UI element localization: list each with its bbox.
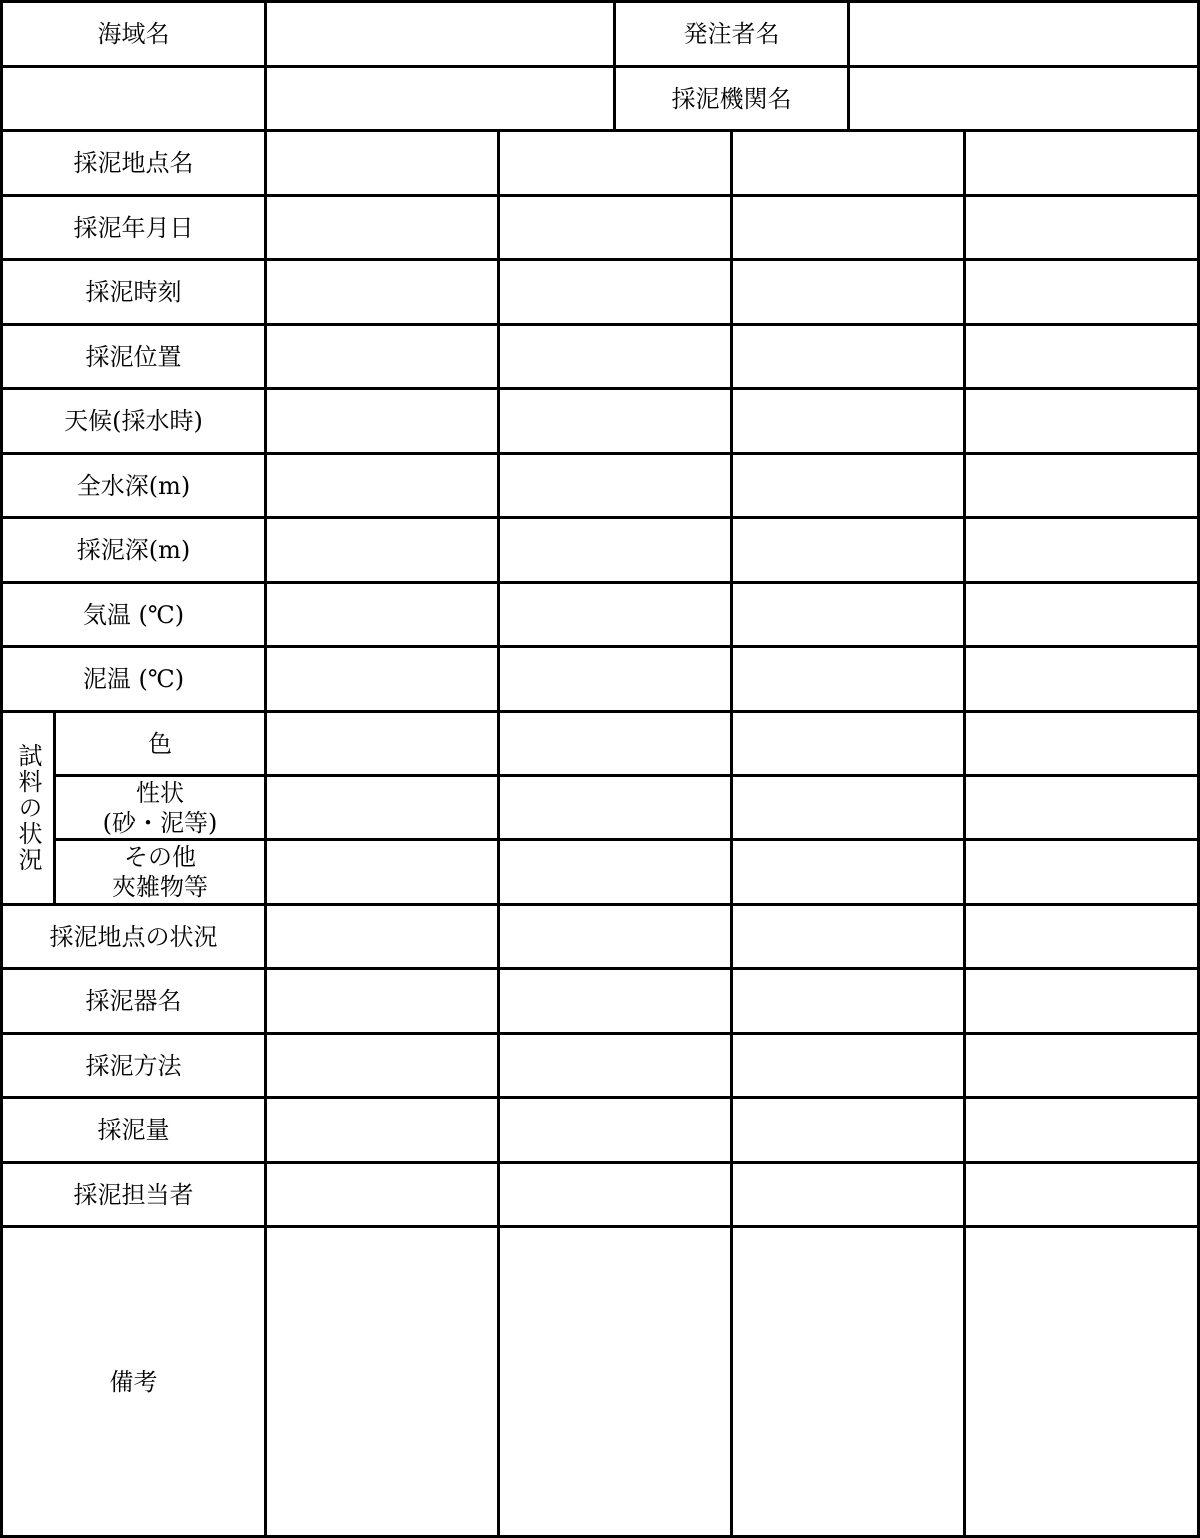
cell-sampler-station-3[interactable] [733, 970, 963, 1032]
row-label-station: 採泥地点名 [73, 149, 194, 177]
cell-color-station-2[interactable] [500, 713, 730, 774]
cell-time-station-1[interactable] [267, 261, 497, 323]
cell-amount-station-1[interactable] [267, 1099, 497, 1161]
cell-sampler-station-1[interactable] [267, 970, 497, 1032]
cell-remarks-station-4[interactable] [966, 1228, 1197, 1535]
cell-amount-station-4[interactable] [966, 1099, 1197, 1161]
row-label-date: 採泥年月日 [73, 213, 194, 242]
cell-method-station-1[interactable] [267, 1035, 497, 1096]
header-blank-label [3, 68, 264, 129]
cell-sampling_depth-station-3[interactable] [733, 519, 963, 581]
row-label-color: 色 [148, 729, 172, 758]
cell-air_temp-station-1[interactable] [267, 584, 497, 645]
cell-weather-station-2[interactable] [500, 390, 730, 452]
row-label-time: 採泥時刻 [85, 278, 182, 306]
cell-sampler-station-4[interactable] [966, 970, 1197, 1032]
cell-remarks-station-2[interactable] [500, 1228, 730, 1535]
row-label-other: その他 夾雑物等 [112, 843, 208, 901]
cell-mud_temp-station-3[interactable] [733, 648, 963, 710]
row-label-site-condition: 採泥地点の状況 [49, 922, 218, 951]
cell-time-station-3[interactable] [733, 261, 963, 323]
cell-air_temp-station-3[interactable] [733, 584, 963, 645]
cell-properties-station-1[interactable] [267, 777, 497, 838]
cell-other-station-1[interactable] [267, 841, 497, 903]
cell-date-station-3[interactable] [733, 197, 963, 258]
cell-total_depth-station-4[interactable] [966, 455, 1197, 516]
cell-sampling_depth-station-1[interactable] [267, 519, 497, 581]
cell-sampler-station-2[interactable] [500, 970, 730, 1032]
cell-station-station-2[interactable] [500, 132, 730, 194]
cell-properties-station-2[interactable] [500, 777, 730, 838]
header-blank-value[interactable] [267, 68, 613, 129]
cell-air_temp-station-4[interactable] [966, 584, 1197, 645]
cell-staff-station-1[interactable] [267, 1164, 497, 1225]
row-label-amount: 採泥量 [97, 1116, 170, 1144]
cell-method-station-3[interactable] [733, 1035, 963, 1096]
cell-mud_temp-station-4[interactable] [966, 648, 1197, 710]
cell-station-station-1[interactable] [267, 132, 497, 194]
row-label-method: 採泥方法 [85, 1051, 182, 1080]
cell-site_condition-station-1[interactable] [267, 906, 497, 967]
sea-area-label: 海域名 [97, 20, 170, 48]
row-label-mud-temp: 泥温 (℃) [82, 665, 185, 693]
cell-staff-station-2[interactable] [500, 1164, 730, 1225]
cell-position-station-2[interactable] [500, 326, 730, 387]
row-label-properties: 性状 (砂・泥等) [102, 778, 218, 837]
cell-remarks-station-1[interactable] [267, 1228, 497, 1535]
sampling-org-label: 採泥機関名 [671, 84, 792, 113]
cell-staff-station-4[interactable] [966, 1164, 1197, 1225]
cell-station-station-3[interactable] [733, 132, 963, 194]
cell-site_condition-station-2[interactable] [500, 906, 730, 967]
cell-position-station-1[interactable] [267, 326, 497, 387]
row-label-total-depth: 全水深(m) [76, 471, 191, 500]
cell-sampling_depth-station-2[interactable] [500, 519, 730, 581]
cell-weather-station-1[interactable] [267, 390, 497, 452]
cell-date-station-2[interactable] [500, 197, 730, 258]
orderer-value[interactable] [850, 3, 1197, 65]
cell-properties-station-4[interactable] [966, 777, 1197, 838]
row-label-sampler: 採泥器名 [85, 987, 182, 1015]
cell-other-station-3[interactable] [733, 841, 963, 903]
cell-amount-station-2[interactable] [500, 1099, 730, 1161]
cell-properties-station-3[interactable] [733, 777, 963, 838]
cell-staff-station-3[interactable] [733, 1164, 963, 1225]
row-label-staff: 採泥担当者 [73, 1180, 194, 1209]
cell-other-station-4[interactable] [966, 841, 1197, 903]
cell-air_temp-station-2[interactable] [500, 584, 730, 645]
cell-other-station-2[interactable] [500, 841, 730, 903]
cell-date-station-4[interactable] [966, 197, 1197, 258]
cell-position-station-3[interactable] [733, 326, 963, 387]
row-label-remarks: 備考 [109, 1367, 158, 1396]
row-label-air-temp: 気温 (℃) [82, 600, 185, 629]
sample-group-label: 試料の状況 [14, 743, 42, 873]
cell-position-station-4[interactable] [966, 326, 1197, 387]
sea-area-value[interactable] [267, 3, 613, 65]
row-label-position: 採泥位置 [85, 342, 182, 371]
cell-amount-station-3[interactable] [733, 1099, 963, 1161]
cell-mud_temp-station-2[interactable] [500, 648, 730, 710]
cell-method-station-4[interactable] [966, 1035, 1197, 1096]
cell-time-station-2[interactable] [500, 261, 730, 323]
cell-total_depth-station-3[interactable] [733, 455, 963, 516]
cell-method-station-2[interactable] [500, 1035, 730, 1096]
cell-total_depth-station-2[interactable] [500, 455, 730, 516]
cell-color-station-3[interactable] [733, 713, 963, 774]
cell-color-station-4[interactable] [966, 713, 1197, 774]
cell-date-station-1[interactable] [267, 197, 497, 258]
cell-remarks-station-3[interactable] [733, 1228, 963, 1535]
cell-site_condition-station-4[interactable] [966, 906, 1197, 967]
cell-weather-station-4[interactable] [966, 390, 1197, 452]
cell-total_depth-station-1[interactable] [267, 455, 497, 516]
cell-weather-station-3[interactable] [733, 390, 963, 452]
row-label-sampling-depth: 採泥深(m) [76, 536, 191, 564]
cell-color-station-1[interactable] [267, 713, 497, 774]
cell-time-station-4[interactable] [966, 261, 1197, 323]
cell-site_condition-station-3[interactable] [733, 906, 963, 967]
cell-mud_temp-station-1[interactable] [267, 648, 497, 710]
sampling-org-value[interactable] [850, 68, 1197, 129]
cell-sampling_depth-station-4[interactable] [966, 519, 1197, 581]
row-label-weather: 天候(採水時) [64, 407, 203, 435]
cell-station-station-4[interactable] [966, 132, 1197, 194]
orderer-label: 発注者名 [683, 20, 780, 48]
